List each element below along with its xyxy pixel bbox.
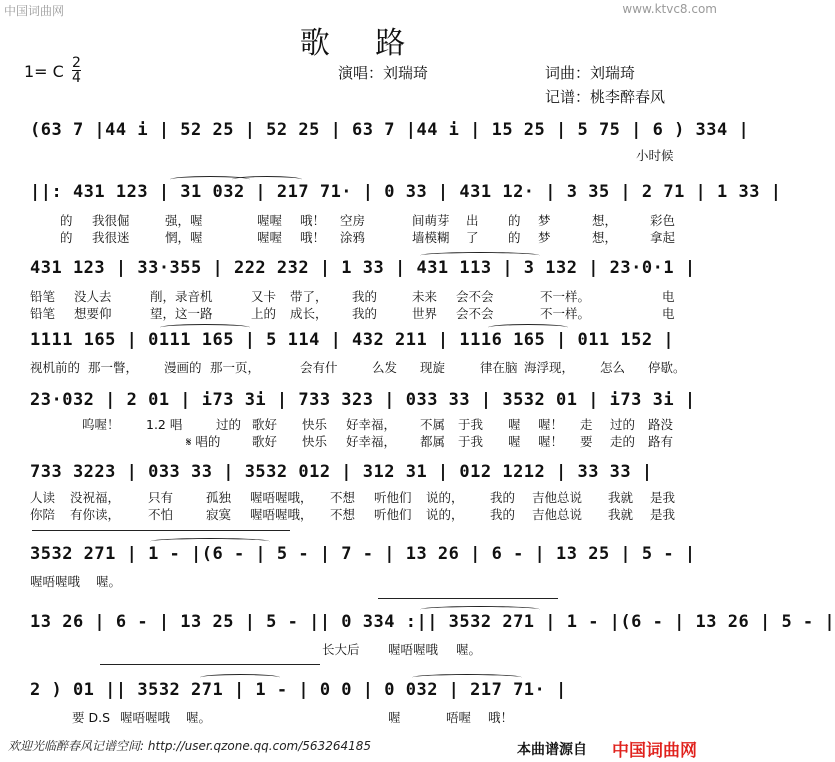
- score-line-7: 3532 271 | 1 - |(6 - | 5 - | 7 - | 13 26 | 6 - | 13 25 | 5 - |: [30, 544, 696, 564]
- volta-bracket: [378, 598, 558, 599]
- key-signature: 1= C: [24, 62, 64, 81]
- lyric-row-3b: 铅笔 想要仰 望，这一路 上的 成长， 我的 世界 会不会 不一样。 电: [30, 306, 675, 321]
- score-line-6: 733 3223 | 033 33 | 3532 012 | 312 31 | 012 1212 | 33 33 |: [30, 462, 653, 482]
- score-line-8: 13 26 | 6 - | 13 25 | 5 - || 0 334 :|| 3532 271 | 1 - |(6 - | 13 26 | 5 - |: [30, 612, 835, 632]
- lyric-row-5b: 𝄋 唱的 歌好 快乐 好幸福， 都属 于我 喔 喔！ 要 走的 路有: [186, 434, 674, 449]
- volta-bracket: [100, 664, 320, 665]
- lyric-row-9: 要 D.S 喔唔喔哦 喔。 喔 唔喔 哦！: [72, 710, 514, 725]
- lyricist: 词曲：刘瑞琦: [545, 64, 636, 82]
- source-label: 本曲谱源自: [517, 742, 587, 758]
- lyric-row-6a: 人读 没祝福， 只有 孤独 喔唔喔哦， 不想 听他们 说的， 我的 吉他总说 我就 是我: [30, 490, 676, 505]
- score-line-1: (63 7 |44 i | 52 25 | 52 25 | 63 7 |44 i | 15 25 | 5 75 | 6 ) 334 |: [30, 120, 750, 140]
- tie-mark: [200, 674, 280, 681]
- tie-mark: [160, 324, 250, 331]
- singer: 演唱：刘瑞琦: [338, 64, 429, 82]
- lyric-row-5a: 呜喔！ 1.2 唱 过的 歌好 快乐 好幸福， 不属 于我 喔 喔！ 走 过的 路没: [82, 417, 674, 432]
- credit-text: 欢迎光临醉春风记谱空间: http://user.qzone.qq.com/563264185: [8, 739, 372, 753]
- watermark-left: 中国词曲网: [4, 4, 65, 18]
- score-line-9: 2 ) 01 || 3532 271 | 1 - | 0 0 | 0 032 | 217 71· |: [30, 680, 567, 700]
- tie-mark: [420, 252, 540, 259]
- score-line-2: ||: 431 123 | 31 032 | 217 71· | 0 33 | 431 12· | 3 35 | 2 71 | 1 33 |: [30, 182, 782, 202]
- tie-mark: [488, 324, 568, 331]
- time-bottom: 4: [72, 70, 81, 86]
- transcriber: 记谱：桃李醉春风: [545, 88, 666, 106]
- tie-mark: [412, 674, 522, 681]
- watermark-right: www.ktvc8.com: [622, 2, 717, 16]
- lyric-row-7: 喔唔喔哦 喔。: [30, 574, 122, 589]
- score-line-5: 23·032 | 2 01 | i73 3i | 733 323 | 033 33 | 3532 01 | i73 3i |: [30, 390, 696, 410]
- song-title: 歌 路: [299, 26, 424, 61]
- volta-bracket: [32, 530, 290, 531]
- lyric-row-2a: 的 我很倔 强，喔 喔喔 哦！ 空房 间萌芽 出 的 梦 想， 彩色: [60, 213, 676, 228]
- tie-mark: [150, 538, 270, 545]
- lyric-row-6b: 你陪 有你读， 不怕 寂寞 喔唔喔哦， 不想 听他们 说的， 我的 吉他总说 我就 是我: [30, 507, 676, 522]
- lyric-row-8: 长大后 喔唔喔哦 喔。: [322, 642, 482, 657]
- lyric-row-1: 小时候: [636, 148, 674, 163]
- score-line-3: 431 123 | 33·355 | 222 232 | 1 33 | 431 113 | 3 132 | 23·0·1 |: [30, 258, 696, 278]
- tie-mark: [420, 606, 540, 613]
- score-line-4: 1111 165 | 0111 165 | 5 114 | 432 211 | 1116 165 | 011 152 |: [30, 330, 675, 350]
- lyric-row-4: 视机前的 那一瞥， 漫画的 那一页， 会有什 么发 现旋 律在脑 海浮现， 怎么 停歇。: [30, 360, 686, 375]
- time-signature: [72, 56, 81, 85]
- tie-mark: [232, 176, 302, 183]
- lyric-row-3a: 铅笔 没人去 削，录音机 又卡 带了， 我的 未来 会不会 不一样。 电: [30, 289, 675, 304]
- lyric-row-2b: 的 我很迷 惘，喔 喔喔 哦！ 涂鸦 墙模糊 了 的 梦 想， 拿起: [60, 230, 676, 245]
- time-top: 2: [72, 55, 81, 71]
- source-site: 中国词曲网: [612, 741, 697, 761]
